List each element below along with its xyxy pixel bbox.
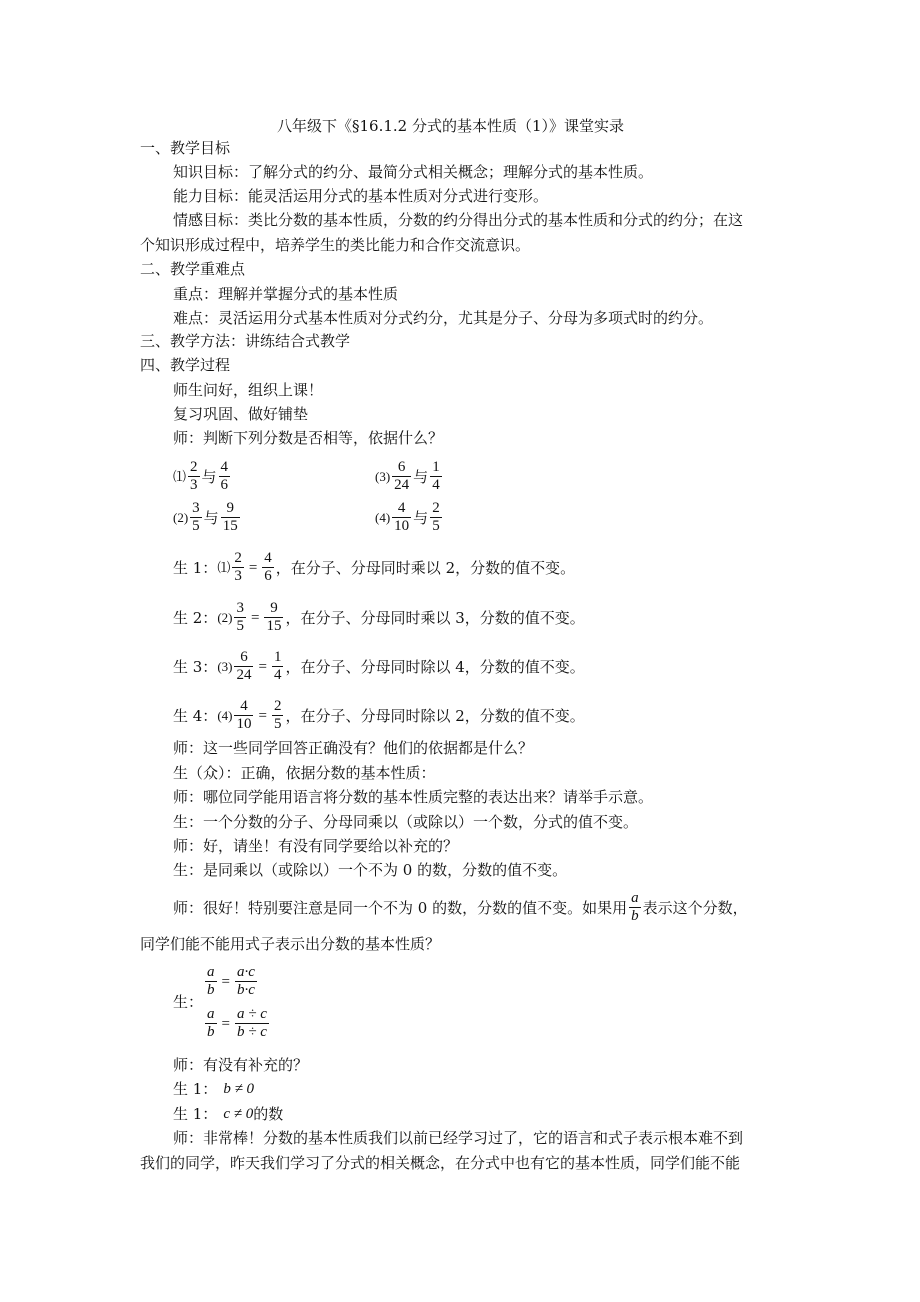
supplement-question: 师：有没有补充的？ bbox=[173, 1056, 309, 1074]
fraction: $\frac{1}{4}$ bbox=[432, 459, 440, 493]
fraction-pair-2 bbox=[173, 500, 242, 535]
speaker: 生 3： bbox=[173, 657, 218, 676]
final-paragraph-line2: 我们的同学，昨天我们学习了分式的相关概念，在分式中也有它的基本性质，同学们能不能 bbox=[140, 1154, 741, 1172]
document-title: 八年级下《§16.1.2 分式的基本性质（1）》课堂实录 bbox=[277, 117, 625, 135]
dialog-line: 生：一个分数的分子、分母同乘以（或除以）一个数，分式的值不变。 bbox=[173, 813, 639, 831]
greeting-line: 师生问好，组织上课！ bbox=[173, 381, 324, 399]
supplement-answer-2 bbox=[173, 1104, 283, 1124]
answer-explanation: ，在分子、分母同时除以 2，分数的值不变。 bbox=[285, 706, 585, 725]
fraction: $\frac{a\cdot c}{b\cdot c}$ bbox=[236, 964, 255, 998]
math-condition: c ≠ 0 bbox=[223, 1106, 254, 1122]
dialog-line: 师：这一些同学回答正确没有？他们的依据都是什么？ bbox=[173, 739, 534, 757]
answer-label: (2) bbox=[217, 609, 233, 625]
key-point: 重点：理解并掌握分式的基本性质 bbox=[173, 285, 399, 303]
supplement-answer-1 bbox=[173, 1079, 254, 1099]
pair-separator: 与 bbox=[413, 508, 429, 527]
final-paragraph-line1: 师：非常棒！分数的基本性质我们以前已经学习过了，它的语言和式子表示根本难不到 bbox=[173, 1129, 744, 1147]
pair-label: (4) bbox=[375, 509, 391, 525]
student-answer-3 bbox=[173, 649, 585, 684]
speaker: 生 1： bbox=[173, 1080, 218, 1098]
fraction: $\frac{6}{24}$ bbox=[236, 649, 252, 683]
fraction: $\frac{1}{4}$ bbox=[273, 649, 282, 683]
speaker: 生 2： bbox=[173, 608, 218, 627]
formula-divide bbox=[203, 1006, 271, 1041]
emotion-objective-line2: 个知识形成过程中，培养学生的类比能力和合作交流意识。 bbox=[140, 236, 531, 254]
section-heading-method: 三、教学方法：讲练结合式教学 bbox=[140, 332, 351, 350]
dialog-line: 生：是同乘以（或除以）一个不为 0 的数，分数的值不变。 bbox=[173, 861, 568, 879]
ability-objective: 能力目标：能灵活运用分式的基本性质对分式进行变形。 bbox=[173, 187, 549, 205]
equals-sign: = bbox=[258, 707, 267, 724]
fraction: $\frac{3}{5}$ bbox=[192, 500, 200, 534]
fraction: $\frac{4}{10}$ bbox=[394, 500, 410, 534]
equals-sign: = bbox=[258, 658, 267, 675]
fraction: $\frac{a \div c}{b \div c}$ bbox=[236, 1006, 267, 1040]
fraction: $\frac{a}{b}$ bbox=[207, 1006, 215, 1040]
fraction: $\frac{a}{b}$ bbox=[207, 964, 215, 998]
fraction-a-over-b: $\frac{a}{b}$ bbox=[631, 890, 639, 924]
equals-sign: = bbox=[248, 559, 258, 576]
fraction: $\frac{2}{3}$ bbox=[190, 459, 198, 493]
pair-label: ⑴ bbox=[173, 468, 187, 484]
paragraph-text: 师：很好！特别要注意是同一个不为 0 的数，分数的值不变。如果用 bbox=[173, 898, 628, 917]
knowledge-objective: 知识目标：了解分式的约分、最简分式相关概念；理解分式的基本性质。 bbox=[173, 163, 654, 181]
pair-label: (3) bbox=[375, 468, 391, 484]
fraction: $\frac{2}{5}$ bbox=[432, 500, 440, 534]
dialog-line: 师：哪位同学能用语言将分数的基本性质完整的表达出来？请举手示意。 bbox=[173, 788, 654, 806]
answer-explanation: ，在分子、分母同时乘以 3，分数的值不变。 bbox=[285, 608, 585, 627]
fraction-pair-1 bbox=[173, 459, 232, 494]
pair-label: (2) bbox=[173, 509, 189, 525]
fraction: $\frac{9}{15}$ bbox=[266, 600, 282, 634]
dialog-line: 生（众）：正确，依据分数的基本性质： bbox=[173, 764, 436, 782]
section-heading-process: 四、教学过程 bbox=[140, 356, 231, 374]
section-heading-objectives: 一、教学目标 bbox=[140, 139, 231, 157]
formula-multiply bbox=[203, 964, 259, 999]
difficult-point: 难点：灵活运用分式基本性质对分式约分，尤其是分子、分母为多项式时的约分。 bbox=[173, 309, 714, 327]
pair-separator: 与 bbox=[203, 508, 219, 527]
answer-explanation: ，在分子、分母同时除以 4，分数的值不变。 bbox=[285, 657, 585, 676]
student-label: 生： bbox=[173, 993, 204, 1011]
teacher-paragraph-line1 bbox=[173, 890, 748, 925]
fraction: $\frac{2}{3}$ bbox=[234, 550, 242, 584]
speaker: 生 4： bbox=[173, 706, 218, 725]
fraction: $\frac{2}{5}$ bbox=[273, 698, 282, 732]
section-heading-key-points: 二、教学重难点 bbox=[140, 260, 246, 278]
answer-label: (4) bbox=[217, 707, 233, 723]
fraction: $\frac{4}{6}$ bbox=[264, 550, 272, 584]
speaker: 生 1： bbox=[173, 558, 218, 577]
review-line: 复习巩固、做好铺垫 bbox=[173, 405, 309, 423]
pair-separator: 与 bbox=[413, 467, 429, 486]
fraction: $\frac{3}{5}$ bbox=[236, 600, 244, 634]
fraction: $\frac{4}{6}$ bbox=[220, 459, 229, 493]
math-condition: b ≠ 0 bbox=[223, 1081, 255, 1097]
condition-suffix: 的数 bbox=[253, 1105, 284, 1123]
fraction-pair-3 bbox=[375, 459, 444, 494]
dialog-line: 师：好，请坐！有没有同学要给以补充的？ bbox=[173, 837, 459, 855]
emotion-objective-line1: 情感目标：类比分数的基本性质，分数的约分得出分式的基本性质和分式的约分；在这 bbox=[173, 211, 744, 229]
fraction-pair-4 bbox=[375, 500, 444, 535]
answer-label: ⑴ bbox=[217, 559, 231, 575]
student-answer-2 bbox=[173, 600, 585, 635]
answer-label: (3) bbox=[217, 658, 233, 674]
paragraph-text: 表示这个分数， bbox=[642, 898, 748, 917]
student-answer-4 bbox=[173, 698, 585, 733]
teacher-question: 师：判断下列分数是否相等，依据什么？ bbox=[173, 429, 444, 447]
student-answer-1 bbox=[173, 550, 575, 585]
equals-sign: = bbox=[221, 973, 230, 990]
fraction: $\frac{9}{15}$ bbox=[222, 500, 238, 534]
equals-sign: = bbox=[221, 1015, 230, 1032]
equals-sign: = bbox=[250, 609, 260, 626]
pair-separator: 与 bbox=[201, 467, 217, 486]
fraction: $\frac{6}{24}$ bbox=[394, 459, 410, 493]
teacher-paragraph-line2: 同学们能不能用式子表示出分数的基本性质？ bbox=[140, 935, 441, 953]
answer-explanation: ，在分子、分母同时乘以 2，分数的值不变。 bbox=[275, 558, 576, 577]
speaker: 生 1： bbox=[173, 1105, 218, 1123]
fraction: $\frac{4}{10}$ bbox=[236, 698, 252, 732]
